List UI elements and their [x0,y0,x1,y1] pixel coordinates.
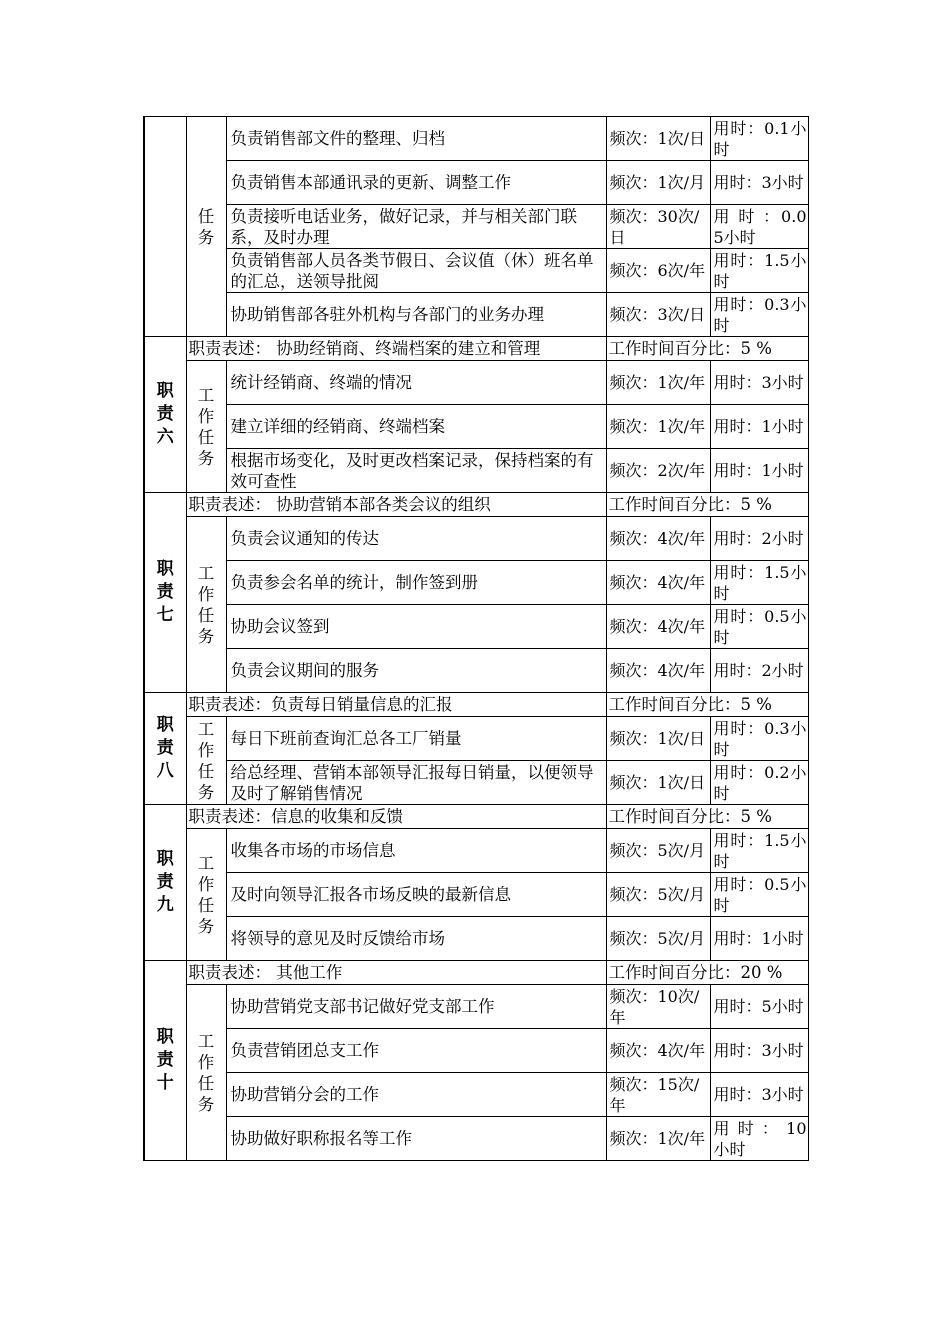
task-time: 用时：1.5小时 [710,829,808,873]
work-time-percent: 工作时间百分比：5 % [606,337,808,361]
duty-title: 职 责 九 [144,805,186,961]
duty-statement: 职责表述： 其他工作 [186,961,606,985]
work-task-label: 工 作 任 务 [186,717,226,805]
duty-title: 职 责 七 [144,493,186,693]
task-time: 用时：0.3小时 [710,293,808,337]
task-time: 用时：3小时 [710,161,808,205]
task-frequency: 频次：3次/日 [606,293,710,337]
task-text: 负责销售本部通讯录的更新、调整工作 [226,161,606,205]
task-frequency: 频次：4次/年 [606,649,710,693]
task-time: 用 时 ： 10小时 [710,1117,808,1161]
task-text: 协助销售部各驻外机构与各部门的业务办理 [226,293,606,337]
work-time-percent: 工作时间百分比：5 % [606,693,808,717]
work-time-percent: 工作时间百分比：5 % [606,493,808,517]
task-time: 用时：0.5小时 [710,605,808,649]
task-time: 用时：0.2小时 [710,761,808,805]
task-text: 及时向领导汇报各市场反映的最新信息 [226,873,606,917]
task-time: 用 时 ：0.05小时 [710,205,808,249]
task-text: 将领导的意见及时反馈给市场 [226,917,606,961]
task-text: 协助营销党支部书记做好党支部工作 [226,985,606,1029]
duty-title: 职 责 十 [144,961,186,1161]
duty-statement: 职责表述： 协助营销本部各类会议的组织 [186,493,606,517]
task-text: 协助做好职称报名等工作 [226,1117,606,1161]
task-frequency: 频次：4次/年 [606,605,710,649]
duty-statement: 职责表述：负责每日销量信息的汇报 [186,693,606,717]
work-time-percent: 工作时间百分比：20 % [606,961,808,985]
task-text: 统计经销商、终端的情况 [226,361,606,405]
task-frequency: 频次：1次/日 [606,717,710,761]
task-frequency: 频次：2次/年 [606,449,710,493]
task-text: 协助会议签到 [226,605,606,649]
work-task-label: 工 作 任 务 [186,361,226,493]
task-text: 负责销售部文件的整理、归档 [226,117,606,161]
duty-title: 职 责 八 [144,693,186,805]
task-time: 用时：3小时 [710,1073,808,1117]
task-frequency: 频次：1次/年 [606,1117,710,1161]
task-time: 用时：1小时 [710,405,808,449]
task-text: 给总经理、营销本部领导汇报每日销量，以便领导及时了解销售情况 [226,761,606,805]
task-frequency: 频次：1次/日 [606,117,710,161]
duty-statement: 职责表述：信息的收集和反馈 [186,805,606,829]
task-time: 用时：0.1小时 [710,117,808,161]
task-time: 用时：5小时 [710,985,808,1029]
task-time: 用时：0.3小时 [710,717,808,761]
task-text: 建立详细的经销商、终端档案 [226,405,606,449]
task-text: 根据市场变化，及时更改档案记录，保持档案的有效可查性 [226,449,606,493]
task-frequency: 频次：1次/年 [606,405,710,449]
task-frequency: 频次：15次/年 [606,1073,710,1117]
duty-title [144,117,186,337]
work-task-label: 工 作 任 务 [186,829,226,961]
task-text: 负责会议期间的服务 [226,649,606,693]
task-time: 用时：2小时 [710,649,808,693]
task-time: 用时：0.5小时 [710,873,808,917]
duty-table [143,116,809,1161]
task-frequency: 频次：1次/日 [606,761,710,805]
duty-title: 职 责 六 [144,337,186,493]
task-text: 负责营销团总支工作 [226,1029,606,1073]
task-frequency: 频次：30次/日 [606,205,710,249]
task-time: 用时：3小时 [710,361,808,405]
task-time: 用时：3小时 [710,1029,808,1073]
task-frequency: 频次：4次/年 [606,517,710,561]
task-frequency: 频次：5次/月 [606,873,710,917]
task-time: 用时：1.5小时 [710,249,808,293]
work-task-label: 工 作 任 务 [186,517,226,693]
task-text: 每日下班前查询汇总各工厂销量 [226,717,606,761]
task-text: 负责接听电话业务，做好记录，并与相关部门联系，及时办理 [226,205,606,249]
duty-statement: 职责表述： 协助经销商、终端档案的建立和管理 [186,337,606,361]
task-frequency: 频次：5次/月 [606,829,710,873]
task-frequency: 频次：5次/月 [606,917,710,961]
task-text: 负责参会名单的统计，制作签到册 [226,561,606,605]
work-task-label: 任 务 [186,117,226,337]
work-time-percent: 工作时间百分比：5 % [606,805,808,829]
task-frequency: 频次：4次/年 [606,1029,710,1073]
task-time: 用时：1.5小时 [710,561,808,605]
task-text: 负责会议通知的传达 [226,517,606,561]
task-frequency: 频次：4次/年 [606,561,710,605]
task-time: 用时：1小时 [710,917,808,961]
task-frequency: 频次：1次/年 [606,361,710,405]
task-text: 协助营销分会的工作 [226,1073,606,1117]
work-task-label: 工 作 任 务 [186,985,226,1161]
task-time: 用时：1小时 [710,449,808,493]
task-text: 负责销售部人员各类节假日、会议值（休）班名单的汇总，送领导批阅 [226,249,606,293]
task-frequency: 频次：1次/月 [606,161,710,205]
task-text: 收集各市场的市场信息 [226,829,606,873]
task-frequency: 频次：6次/年 [606,249,710,293]
task-time: 用时：2小时 [710,517,808,561]
task-frequency: 频次：10次/年 [606,985,710,1029]
